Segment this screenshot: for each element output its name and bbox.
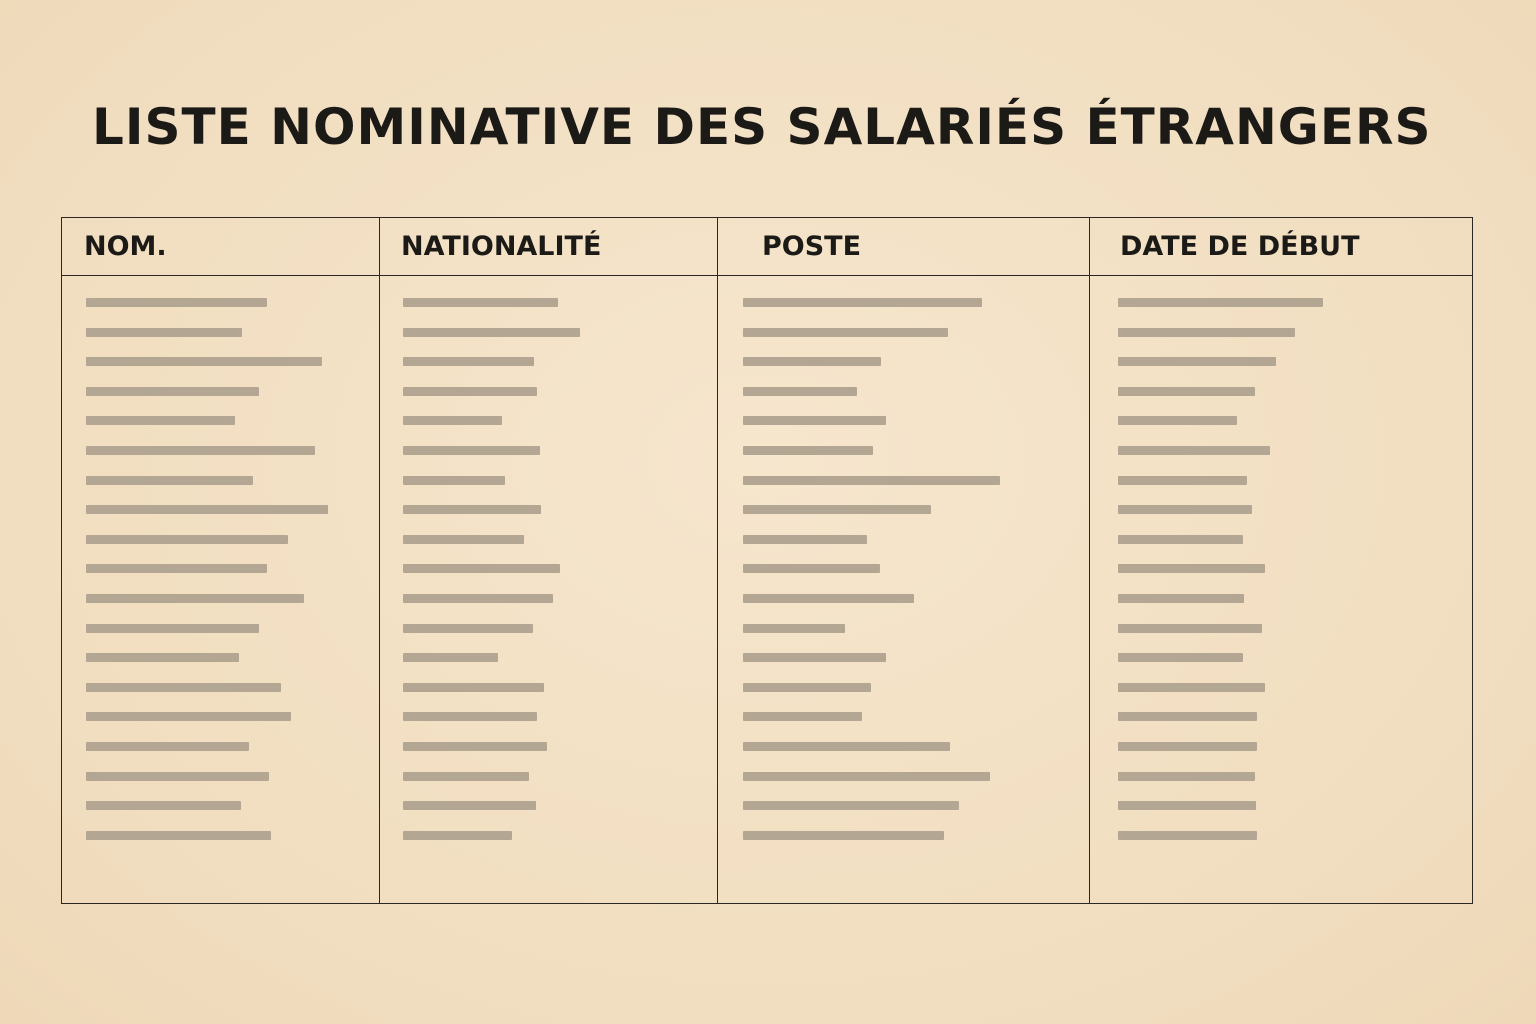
redacted-text-line [86, 564, 267, 573]
redacted-text-line [1118, 653, 1243, 662]
redacted-text-line [403, 357, 534, 366]
column-header-poste: POSTE [718, 218, 1089, 276]
redacted-text-line [403, 535, 524, 544]
redacted-text-line [743, 683, 871, 692]
redacted-text-line [86, 624, 259, 633]
redacted-text-line [1118, 535, 1243, 544]
redacted-text-line [743, 712, 862, 721]
redacted-text-line [743, 446, 873, 455]
redacted-text-line [1118, 357, 1276, 366]
redacted-text-line [743, 476, 1000, 485]
redacted-text-line [1118, 476, 1247, 485]
redacted-text-line [1118, 742, 1257, 751]
column-date-entries [1118, 298, 1472, 860]
column-date-de-debut [1090, 218, 1472, 903]
redacted-text-line [743, 772, 990, 781]
redacted-text-line [403, 416, 502, 425]
redacted-text-line [1118, 624, 1262, 633]
redacted-text-line [1118, 446, 1270, 455]
redacted-text-line [403, 772, 529, 781]
redacted-text-line [1118, 712, 1257, 721]
redacted-text-line [743, 387, 857, 396]
redacted-text-line [1118, 831, 1257, 840]
redacted-text-line [403, 505, 541, 514]
redacted-text-line [86, 505, 328, 514]
redacted-text-line [1118, 328, 1295, 337]
redacted-text-line [743, 594, 914, 603]
page-title: LISTE NOMINATIVE DES SALARIÉS ÉTRANGERS [92, 98, 1432, 156]
redacted-text-line [743, 742, 950, 751]
redacted-text-line [86, 772, 269, 781]
redacted-text-line [743, 505, 931, 514]
redacted-text-line [743, 328, 948, 337]
redacted-text-line [403, 564, 560, 573]
redacted-text-line [403, 476, 505, 485]
column-header-nationalite: NATIONALITÉ [380, 218, 717, 276]
redacted-text-line [403, 831, 512, 840]
redacted-text-line [1118, 298, 1323, 307]
redacted-text-line [743, 357, 881, 366]
redacted-text-line [743, 801, 959, 810]
redacted-text-line [86, 446, 315, 455]
redacted-text-line [86, 328, 242, 337]
redacted-text-line [743, 564, 880, 573]
redacted-text-line [743, 298, 982, 307]
redacted-text-line [86, 594, 304, 603]
redacted-text-line [86, 683, 281, 692]
redacted-text-line [403, 683, 544, 692]
redacted-text-line [743, 653, 886, 662]
redacted-text-line [86, 831, 271, 840]
redacted-text-line [86, 801, 241, 810]
redacted-text-line [403, 653, 498, 662]
redacted-text-line [86, 357, 322, 366]
redacted-text-line [403, 742, 547, 751]
redacted-text-line [403, 594, 553, 603]
column-header-nom: NOM. [62, 218, 379, 276]
redacted-text-line [403, 624, 533, 633]
redacted-text-line [86, 298, 267, 307]
redacted-text-line [743, 416, 886, 425]
redacted-text-line [1118, 594, 1244, 603]
column-poste [718, 218, 1090, 903]
column-header-date: DATE DE DÉBUT [1090, 218, 1472, 276]
redacted-text-line [1118, 416, 1237, 425]
redacted-text-line [1118, 564, 1265, 573]
redacted-text-line [743, 831, 944, 840]
redacted-text-line [743, 535, 867, 544]
redacted-text-line [1118, 505, 1252, 514]
redacted-text-line [1118, 683, 1265, 692]
redacted-text-line [403, 328, 580, 337]
redacted-text-line [86, 653, 239, 662]
column-nationalite [380, 218, 718, 903]
redacted-text-line [86, 387, 259, 396]
redacted-text-line [86, 712, 291, 721]
employee-table [61, 217, 1473, 904]
column-nationalite-entries [403, 298, 717, 860]
column-poste-entries [743, 298, 1089, 860]
redacted-text-line [403, 712, 537, 721]
column-nom-entries [86, 298, 379, 860]
redacted-text-line [1118, 772, 1255, 781]
redacted-text-line [86, 476, 253, 485]
redacted-text-line [86, 742, 249, 751]
redacted-text-line [743, 624, 845, 633]
column-nom [62, 218, 380, 903]
redacted-text-line [403, 801, 536, 810]
redacted-text-line [1118, 801, 1256, 810]
redacted-text-line [1118, 387, 1255, 396]
redacted-text-line [403, 446, 540, 455]
redacted-text-line [86, 535, 288, 544]
redacted-text-line [403, 298, 558, 307]
redacted-text-line [86, 416, 235, 425]
redacted-text-line [403, 387, 537, 396]
